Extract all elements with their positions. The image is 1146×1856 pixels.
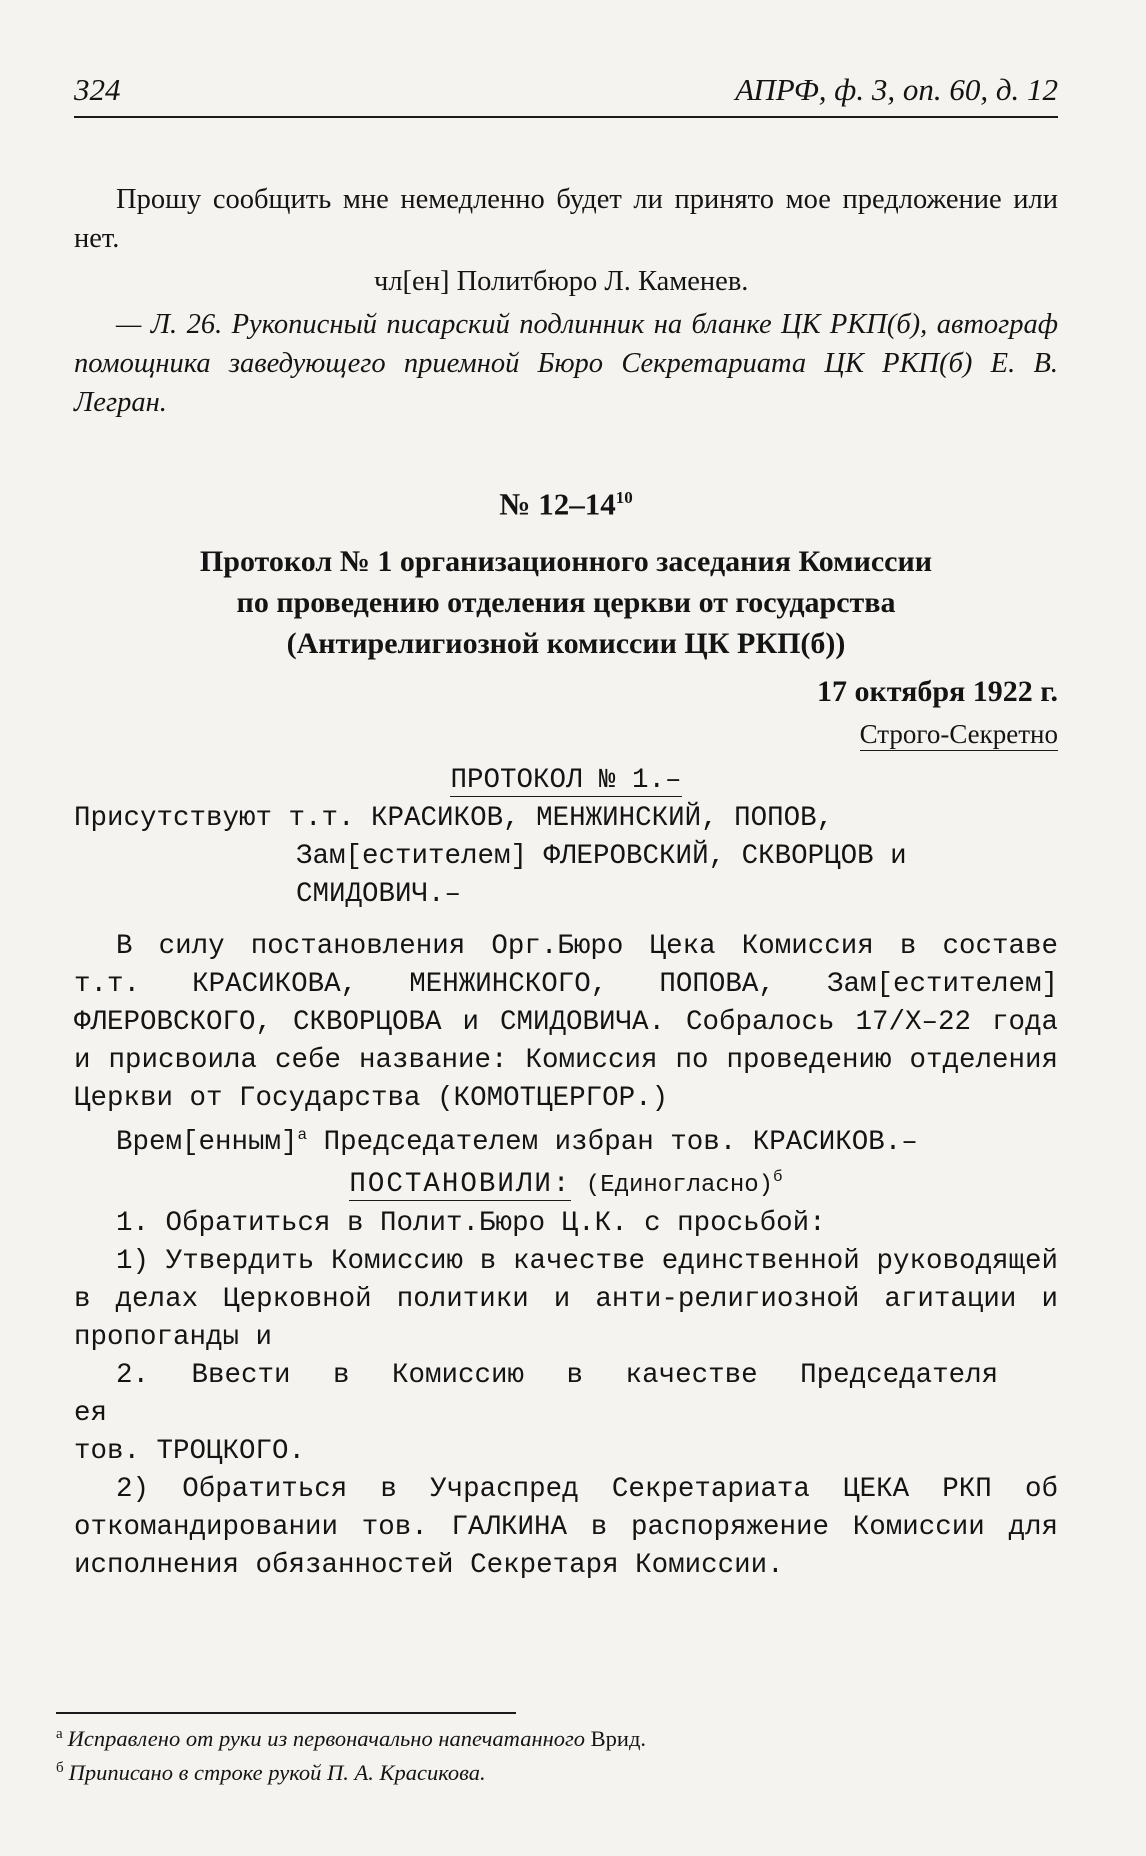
footnote-text: Приписано в строке рукой П. А. Красикова. <box>68 1760 486 1785</box>
decision-item-1-1: 1) Утвердить Комиссию в качестве единственной руководящей в делах Церковной политики и анти-религиозной агитации и пропоганды и <box>74 1246 1058 1354</box>
chair-election-pre: Врем[енным] <box>116 1127 298 1159</box>
page-content <box>74 180 1058 1585</box>
protocol-heading <box>74 762 1058 800</box>
page-number: 324 <box>74 72 121 107</box>
document-title-line-2: по проведению отделения церкви от государства <box>236 586 896 620</box>
decided-note: (Единогласно) <box>571 1172 774 1200</box>
classification-text: Строго-Секретно <box>859 719 1058 750</box>
footnote-mark: а <box>56 1725 63 1742</box>
protocol-body <box>74 762 1058 1585</box>
document-date: 17 октября 1922 г. <box>816 675 1058 709</box>
footnote-original-text: Врид. <box>590 1726 647 1751</box>
decided-label: ПОСТАНОВИЛИ: <box>349 1169 572 1201</box>
attendees-line-3: СМИДОВИЧ.– <box>296 879 462 911</box>
decision-item-2-line-2: тов. ТРОЦКОГО. <box>74 1436 306 1468</box>
footnote-item <box>56 1722 1058 1756</box>
document-title <box>74 541 1058 664</box>
footnote-mark: б <box>56 1759 64 1776</box>
footnote-item <box>56 1756 1058 1790</box>
attendees-line-1: Присутствуют т.т. КРАСИКОВ, МЕНЖИНСКИЙ, ПОПОВ, <box>74 803 834 835</box>
protocol-preamble: В силу постановления Орг.Бюро Цека Комиссия в составе т.т. КРАСИКОВА, МЕНЖИНСКОГО, ПОПОВА, Зам[естителем] ФЛЕРОВСКОГО, СКВОРЦОВА и СМИДОВИЧА. Собралось 17/Х–22 года и присвоила себе название: Комиссия по проведению отделения Церкви от Государства (КОМОТЦЕРГОР.) <box>74 931 1058 1115</box>
chair-election <box>74 1124 1058 1162</box>
archive-reference: АПРФ, ф. 3, оп. 60, д. 12 <box>735 72 1058 107</box>
document-number <box>74 478 1058 523</box>
footnote-text: Исправлено от руки из первоначально напечатанного <box>67 1726 591 1751</box>
footnote-mark-a: а <box>297 1126 308 1145</box>
footnote-mark-b: б <box>773 1168 783 1187</box>
chair-election-post: Председателем избран тов. КРАСИКОВ.– <box>307 1127 918 1159</box>
attendees-line-2: Зам[естителем] ФЛЕРОВСКИЙ, СКВОРЦОВ и <box>296 841 907 873</box>
protocol-heading-text: ПРОТОКОЛ № 1.– <box>450 765 682 797</box>
document-number-footnote-mark: 10 <box>615 488 633 507</box>
classification-stamp <box>74 715 1058 754</box>
decision-item-2-2: 2) Обратиться в Учраспред Секретариата ЦЕКА РКП об откомандировании тов. ГАЛКИНА в распоряжение Комиссии для исполнения обязанностей Секретаря Комиссии. <box>74 1474 1058 1582</box>
document-title-line-1: Протокол № 1 организационного заседания Комиссии <box>199 545 933 579</box>
decided-heading <box>74 1166 1058 1205</box>
decision-item-1: 1. Обратиться в Полит.Бюро Ц.К. с просьбой: <box>116 1208 826 1240</box>
decision-item-2-line-1: 2. Ввести в Комиссию в качестве Председателя ея <box>74 1360 999 1430</box>
document-number-text: № 12–14 <box>499 486 616 522</box>
footnote-divider <box>56 1712 516 1714</box>
footnotes <box>56 1722 1058 1790</box>
page-header <box>74 72 1058 118</box>
previous-doc-source-note: — Л. 26. Рукописный писарский подлинник на бланке ЦК РКП(б), автограф помощника заведующего приемной Бюро Секретариата ЦК РКП(б) Е. В. Легран. <box>74 309 1058 418</box>
previous-doc-request: Прошу сообщить мне немедленно будет ли принято мое предложение или нет. <box>74 184 1058 254</box>
document-title-line-3: (Антирелигиозной комиссии ЦК РКП(б)) <box>286 627 846 661</box>
previous-doc-signature: чл[ен] Политбюро Л. Каменев. <box>374 266 749 297</box>
